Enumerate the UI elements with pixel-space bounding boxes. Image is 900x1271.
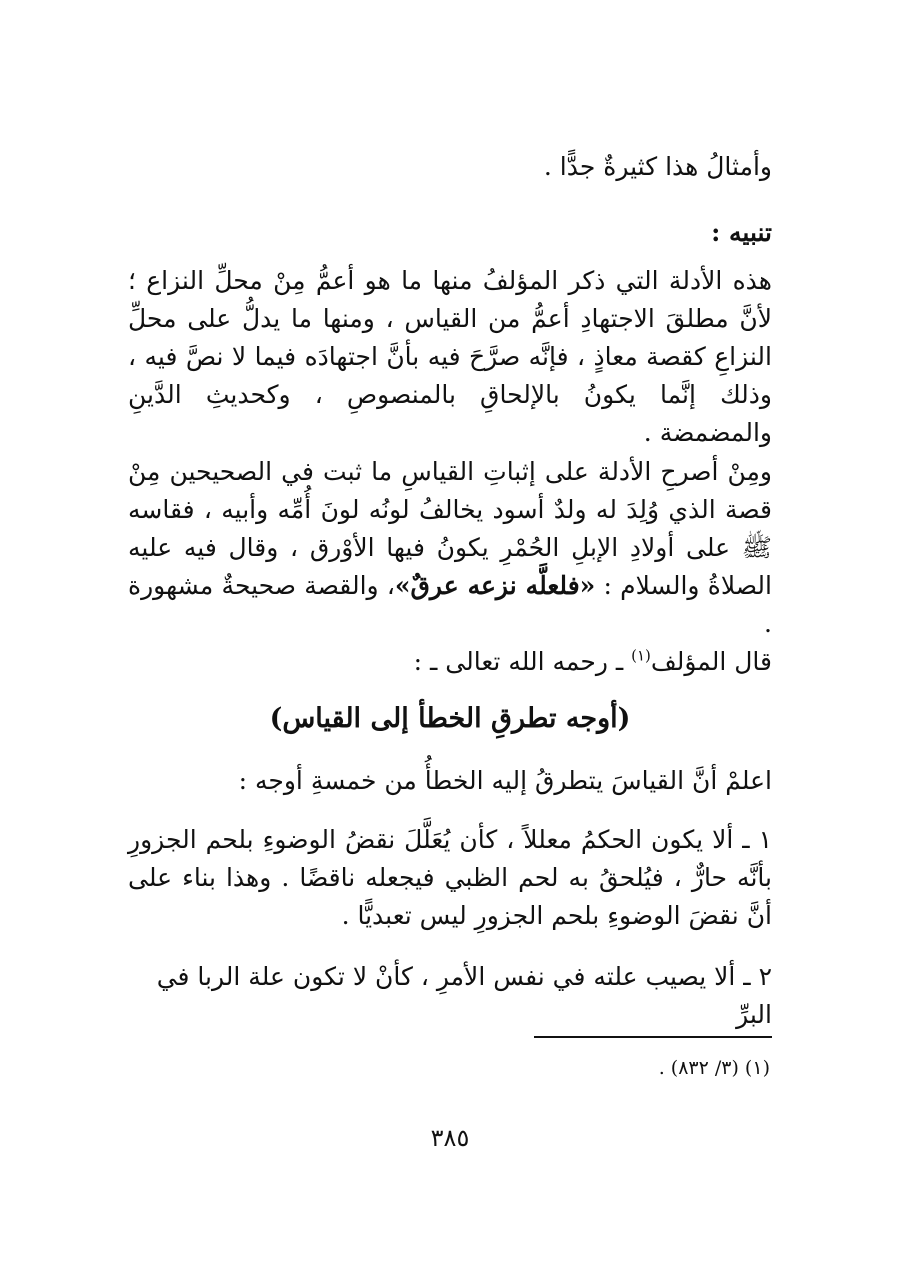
note-heading-text: تنبيه : bbox=[711, 218, 772, 247]
intro-line-text: اعلمْ أنَّ القياسَ يتطرقُ إليه الخطأُ من خمسةِ أوجه : bbox=[238, 766, 772, 795]
paragraph-clearest-evidence-end: ، والقصة صحيحةٌ مشهورة . bbox=[128, 571, 772, 638]
footnote bbox=[659, 1055, 770, 1081]
line-examples bbox=[128, 148, 772, 186]
list-item-2-text: ٢ ـ ألا يصيب علته في نفس الأمرِ ، كأنْ لا تكون علة الربا في البرِّ bbox=[156, 962, 772, 1029]
list-item-2 bbox=[128, 958, 772, 1034]
footnote-text: (١) (٣/ ٨٣٢) . bbox=[658, 1057, 770, 1079]
paragraph-evidence-scope-text: هذه الأدلة التي ذكر المؤلفُ منها ما هو أعمُّ مِنْ محلِّ النزاع ؛ لأنَّ مطلقَ الاجتهادِ أعمُّ من القياس ، ومنها ما يدلُّ على محلِّ النزاعِ كقصة معاذٍ ، فإنَّه صرَّحَ فيه بأنَّ اجتهادَه فيما لا نصَّ فيه ، وذلك إنَّما يكونُ بالإلحاقِ بالمنصوصِ ، وكحديثِ الدَّينِ والمضمضة . bbox=[128, 266, 772, 447]
footnote-reference: (١) bbox=[631, 646, 651, 665]
section-title-text: (أوجه تطرقِ الخطأ إلى القياس) bbox=[269, 703, 631, 734]
list-item-1-text: ١ ـ ألا يكون الحكمُ معللاً ، كأن يُعَلَّلَ نقضُ الوضوءِ بلحم الجزورِ بأنَّه حارٌّ ، فيُلحقُ به لحم الظبي فيجعله ناقضًا . وهذا بناء على أنَّ نقضَ الوضوءِ بلحم الجزورِ ليس تعبديًّا . bbox=[128, 825, 772, 930]
section-title bbox=[128, 699, 772, 739]
note-heading bbox=[128, 214, 772, 252]
examples-text: وأمثالُ هذا كثيرةٌ جدًّا . bbox=[543, 152, 772, 181]
paragraph-evidence-scope bbox=[128, 262, 772, 452]
list-item-1 bbox=[128, 821, 772, 935]
footnote-divider bbox=[534, 1036, 772, 1038]
intro-line bbox=[128, 762, 772, 800]
page-number-text: ٣٨٥ bbox=[430, 1124, 470, 1152]
author-line-end: ـ رحمه الله تعالى ـ : bbox=[413, 647, 632, 676]
paragraph-clearest-evidence bbox=[128, 453, 772, 643]
hadith-quote: «فلعلَّه نزعه عرقٌ» bbox=[394, 571, 596, 600]
author-line bbox=[128, 643, 772, 681]
paragraph-clearest-evidence-main: ومِنْ أصرحِ الأدلة على إثباتِ القياسِ ما ثبت في الصحيحين مِنْ قصة الذي وُلِدَ له ولدٌ أسود يخالفُ لونُه لونَ أُمِّه وأبيه ، فقاسه ﷺ على أولادِ الإبلِ الحُمْرِ يكونُ فيها الأوْرق ، وقال فيه عليه الصلاةُ والسلام : bbox=[128, 457, 772, 600]
author-line-start: قال المؤلف bbox=[650, 647, 772, 676]
page-number bbox=[0, 1124, 900, 1152]
